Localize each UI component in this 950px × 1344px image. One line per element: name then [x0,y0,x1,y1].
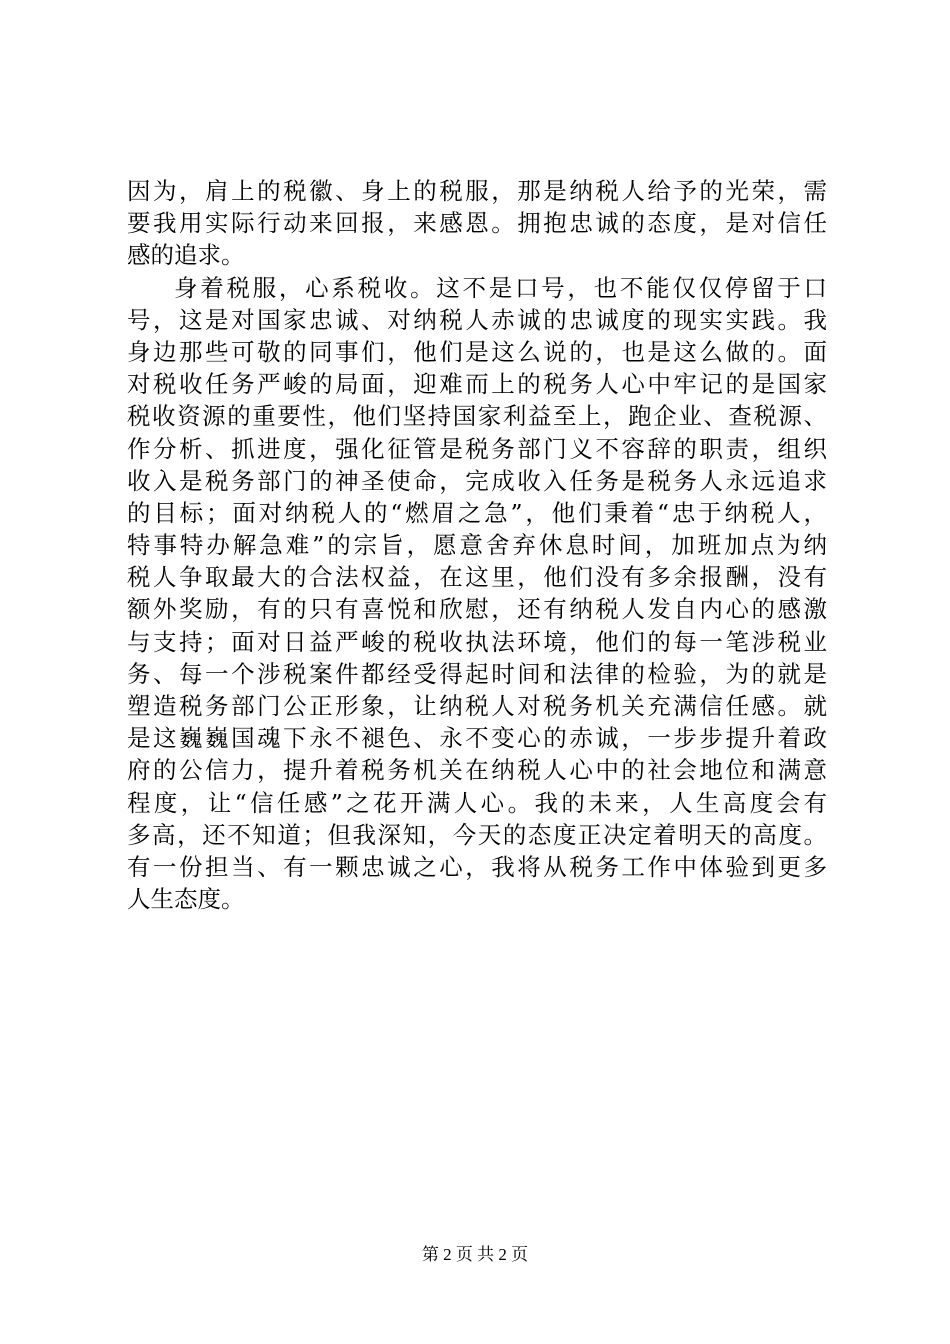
text-line: 因为，肩上的税徽、身上的税服，那是纳税人给予的光荣，需 [127,177,827,205]
text-line: 感的追求。 [127,241,245,270]
text-line: 与支持；面对日益严峻的税收执法环境，他们的每一笔涉税业 [127,627,827,656]
text-line: 有一份担当、有一颗忠诚之心，我将从税务工作中体验到更多 [127,852,827,881]
text-line: 额外奖励，有的只有喜悦和欣慰，还有纳税人发自内心的感激 [127,595,827,624]
text-line: 税收资源的重要性，他们坚持国家利益至上，跑企业、查税源、 [127,402,827,431]
page-footer: 第 2 页 共 2 页 [421,1245,529,1264]
document-body [127,175,827,915]
text-line: 的目标；面对纳税人的“燃眉之急”，他们秉着“忠于纳税人， [127,498,827,527]
text-line: 务、每一个涉税案件都经受得起时间和法律的检验，为的就是 [127,659,827,688]
text-line: 塑造税务部门公正形象，让纳税人对税务机关充满信任感。就 [127,692,827,720]
text-line: 身边那些可敬的同事们，他们是这么说的，也是这么做的。面 [127,337,827,366]
text-line: 人生态度。 [127,885,245,914]
text-line: 对税收任务严峻的局面，迎难而上的税务人心中牢记的是国家 [127,370,827,399]
text-line: 作分析、抓进度，强化征管是税务部门义不容辞的职责，组织 [127,434,827,463]
text-line: 收入是税务部门的神圣使命，完成收入任务是税务人永远追求 [127,466,827,495]
text-line: 号，这是对国家忠诚、对纳税人赤诚的忠诚度的现实实践。我 [127,305,827,334]
text-line: 身着税服，心系税收。这不是口号，也不能仅仅停留于口 [174,273,827,302]
text-line: 要我用实际行动来回报，来感恩。拥抱忠诚的态度，是对信任 [127,209,827,238]
text-line: 是这巍巍国魂下永不褪色、永不变心的赤诚，一步步提升着政 [127,724,827,753]
text-line: 税人争取最大的合法权益，在这里，他们没有多余报酬，没有 [127,563,827,592]
text-line: 特事特办解急难”的宗旨，愿意舍弃休息时间，加班加点为纳 [127,531,827,560]
text-line: 多高，还不知道；但我深知，今天的态度正决定着明天的高度。 [127,820,827,849]
text-line: 程度，让“信任感”之花开满人心。我的未来，人生高度会有 [127,788,827,817]
text-line: 府的公信力，提升着税务机关在纳税人心中的社会地位和满意 [127,756,827,785]
